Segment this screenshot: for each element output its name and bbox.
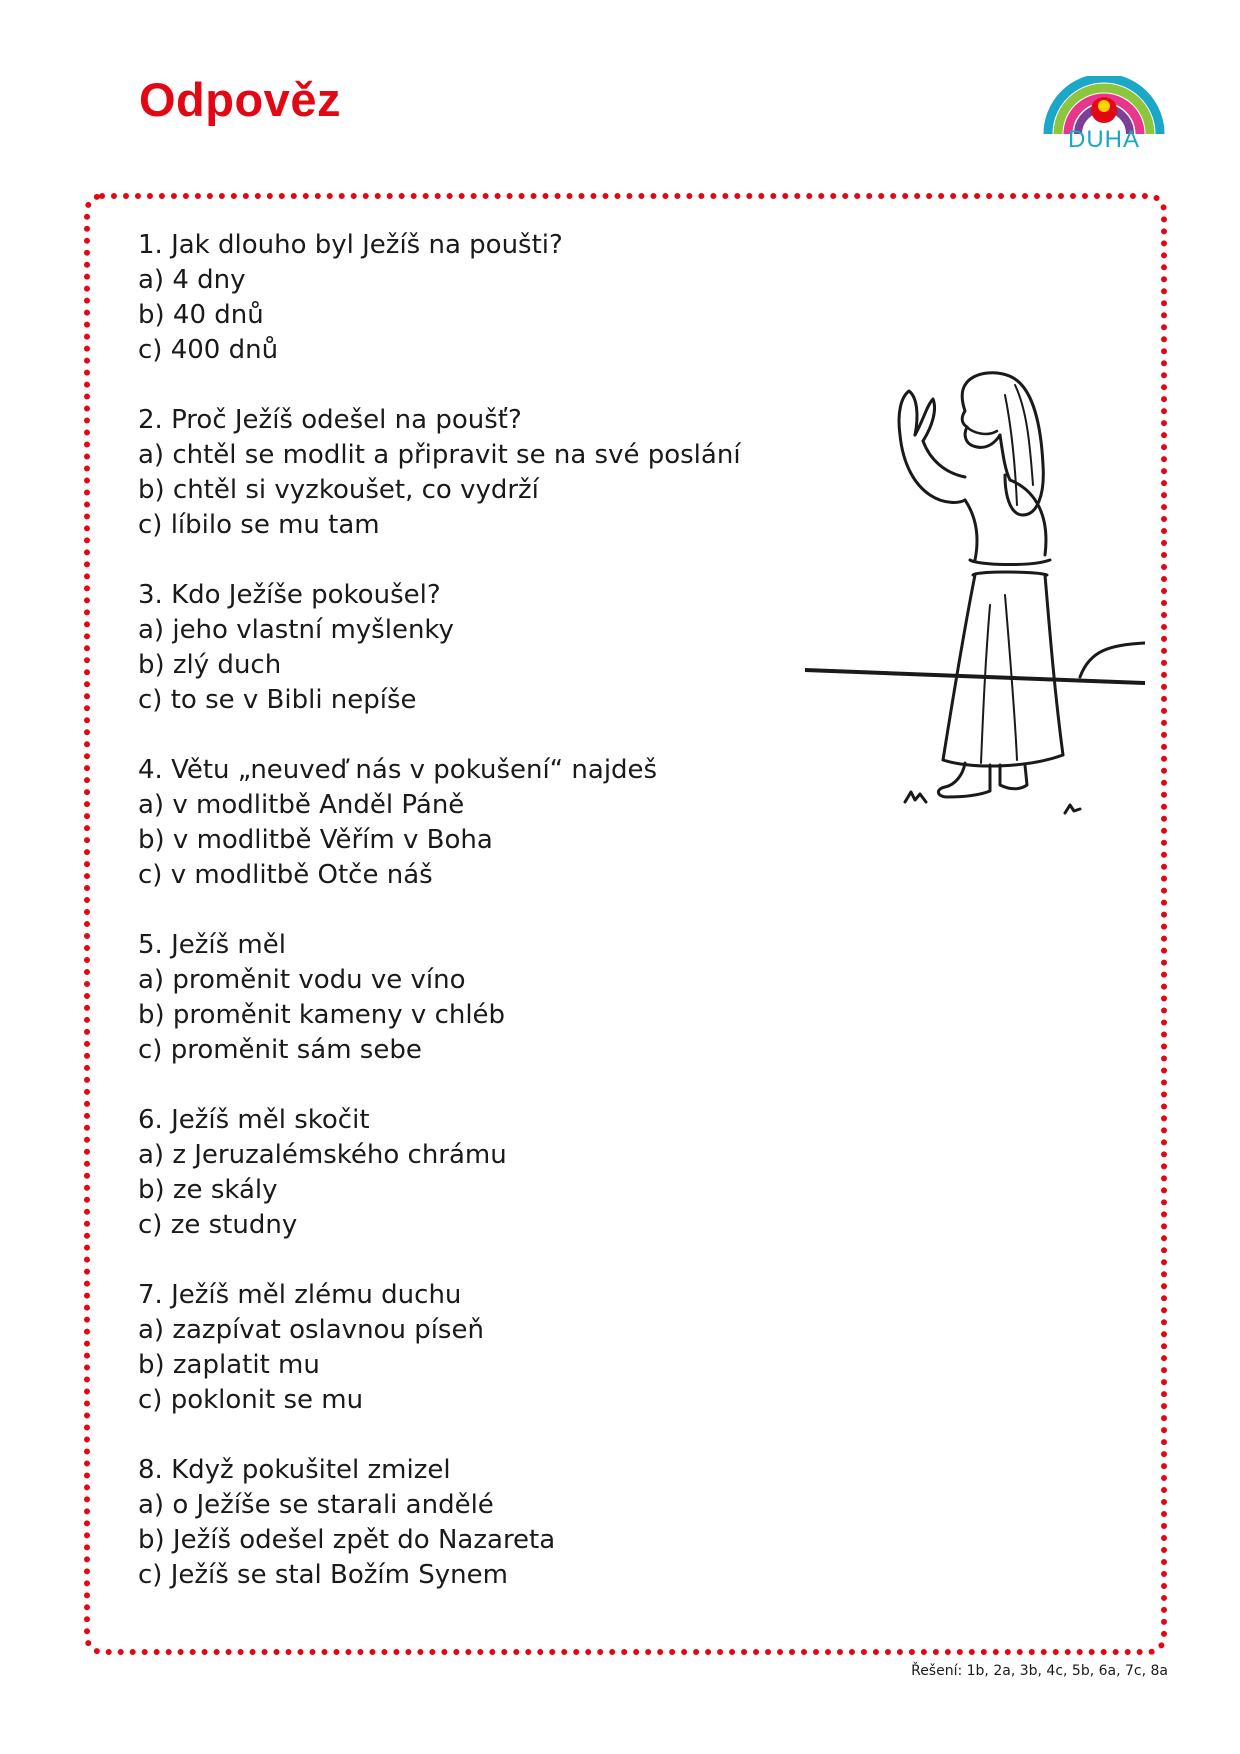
logo-text: DUHA	[1067, 126, 1140, 153]
question-3	[138, 578, 898, 718]
answer-b: b) zlý duch	[138, 650, 282, 680]
answer-b: b) ze skály	[138, 1175, 278, 1205]
answer-a: a) jeho vlastní myšlenky	[138, 615, 454, 645]
question-text: 1. Jak dlouho byl Ježíš na poušti?	[138, 230, 563, 260]
answer-c: c) v modlitbě Otče náš	[138, 860, 433, 890]
answer-a: a) z Jeruzalémského chrámu	[138, 1140, 507, 1170]
answer-b: b) zaplatit mu	[138, 1350, 320, 1380]
question-7	[138, 1278, 898, 1418]
answer-b: b) 40 dnů	[138, 300, 264, 330]
answer-a: a) 4 dny	[138, 265, 246, 295]
answer-c: c) 400 dnů	[138, 335, 279, 365]
question-text: 3. Kdo Ježíše pokoušel?	[138, 580, 441, 610]
question-text: 5. Ježíš měl	[138, 930, 286, 960]
quiz-list	[138, 228, 898, 1628]
question-text: 8. Když pokušitel zmizel	[138, 1455, 451, 1485]
question-text: 6. Ježíš měl skočit	[138, 1105, 370, 1135]
answer-c: c) to se v Bibli nepíše	[138, 685, 417, 715]
question-6	[138, 1103, 898, 1243]
praying-jesus-illustration	[805, 365, 1145, 835]
answer-c: c) Ježíš se stal Božím Synem	[138, 1560, 508, 1590]
answer-c: c) líbilo se mu tam	[138, 510, 380, 540]
question-text: 4. Větu „neuveď nás v pokušení“ najdeš	[138, 755, 658, 785]
question-4	[138, 753, 898, 893]
answer-a: a) v modlitbě Anděl Páně	[138, 790, 465, 820]
answer-b: b) Ježíš odešel zpět do Nazareta	[138, 1525, 556, 1555]
question-8	[138, 1453, 898, 1593]
duha-logo	[1040, 76, 1168, 162]
question-text: 7. Ježíš měl zlému duchu	[138, 1280, 462, 1310]
answer-b: b) v modlitbě Věřím v Boha	[138, 825, 493, 855]
answer-a: a) zazpívat oslavnou píseň	[138, 1315, 484, 1345]
answer-c: c) ze studny	[138, 1210, 298, 1240]
question-1	[138, 228, 898, 368]
answer-c: c) proměnit sám sebe	[138, 1035, 422, 1065]
page-title: Odpověz	[139, 73, 341, 126]
question-2	[138, 403, 898, 543]
question-text: 2. Proč Ježíš odešel na poušť?	[138, 405, 522, 435]
answer-a: a) proměnit vodu ve víno	[138, 965, 466, 995]
answer-a: a) o Ježíše se starali andělé	[138, 1490, 494, 1520]
answer-a: a) chtěl se modlit a připravit se na své poslání	[138, 440, 741, 470]
answer-b: b) chtěl si vyzkoušet, co vydrží	[138, 475, 539, 505]
question-5	[138, 928, 898, 1068]
answer-b: b) proměnit kameny v chléb	[138, 1000, 506, 1030]
solution-key: Řešení: 1b, 2a, 3b, 4c, 5b, 6a, 7c, 8a	[911, 1663, 1168, 1679]
answer-c: c) poklonit se mu	[138, 1385, 364, 1415]
